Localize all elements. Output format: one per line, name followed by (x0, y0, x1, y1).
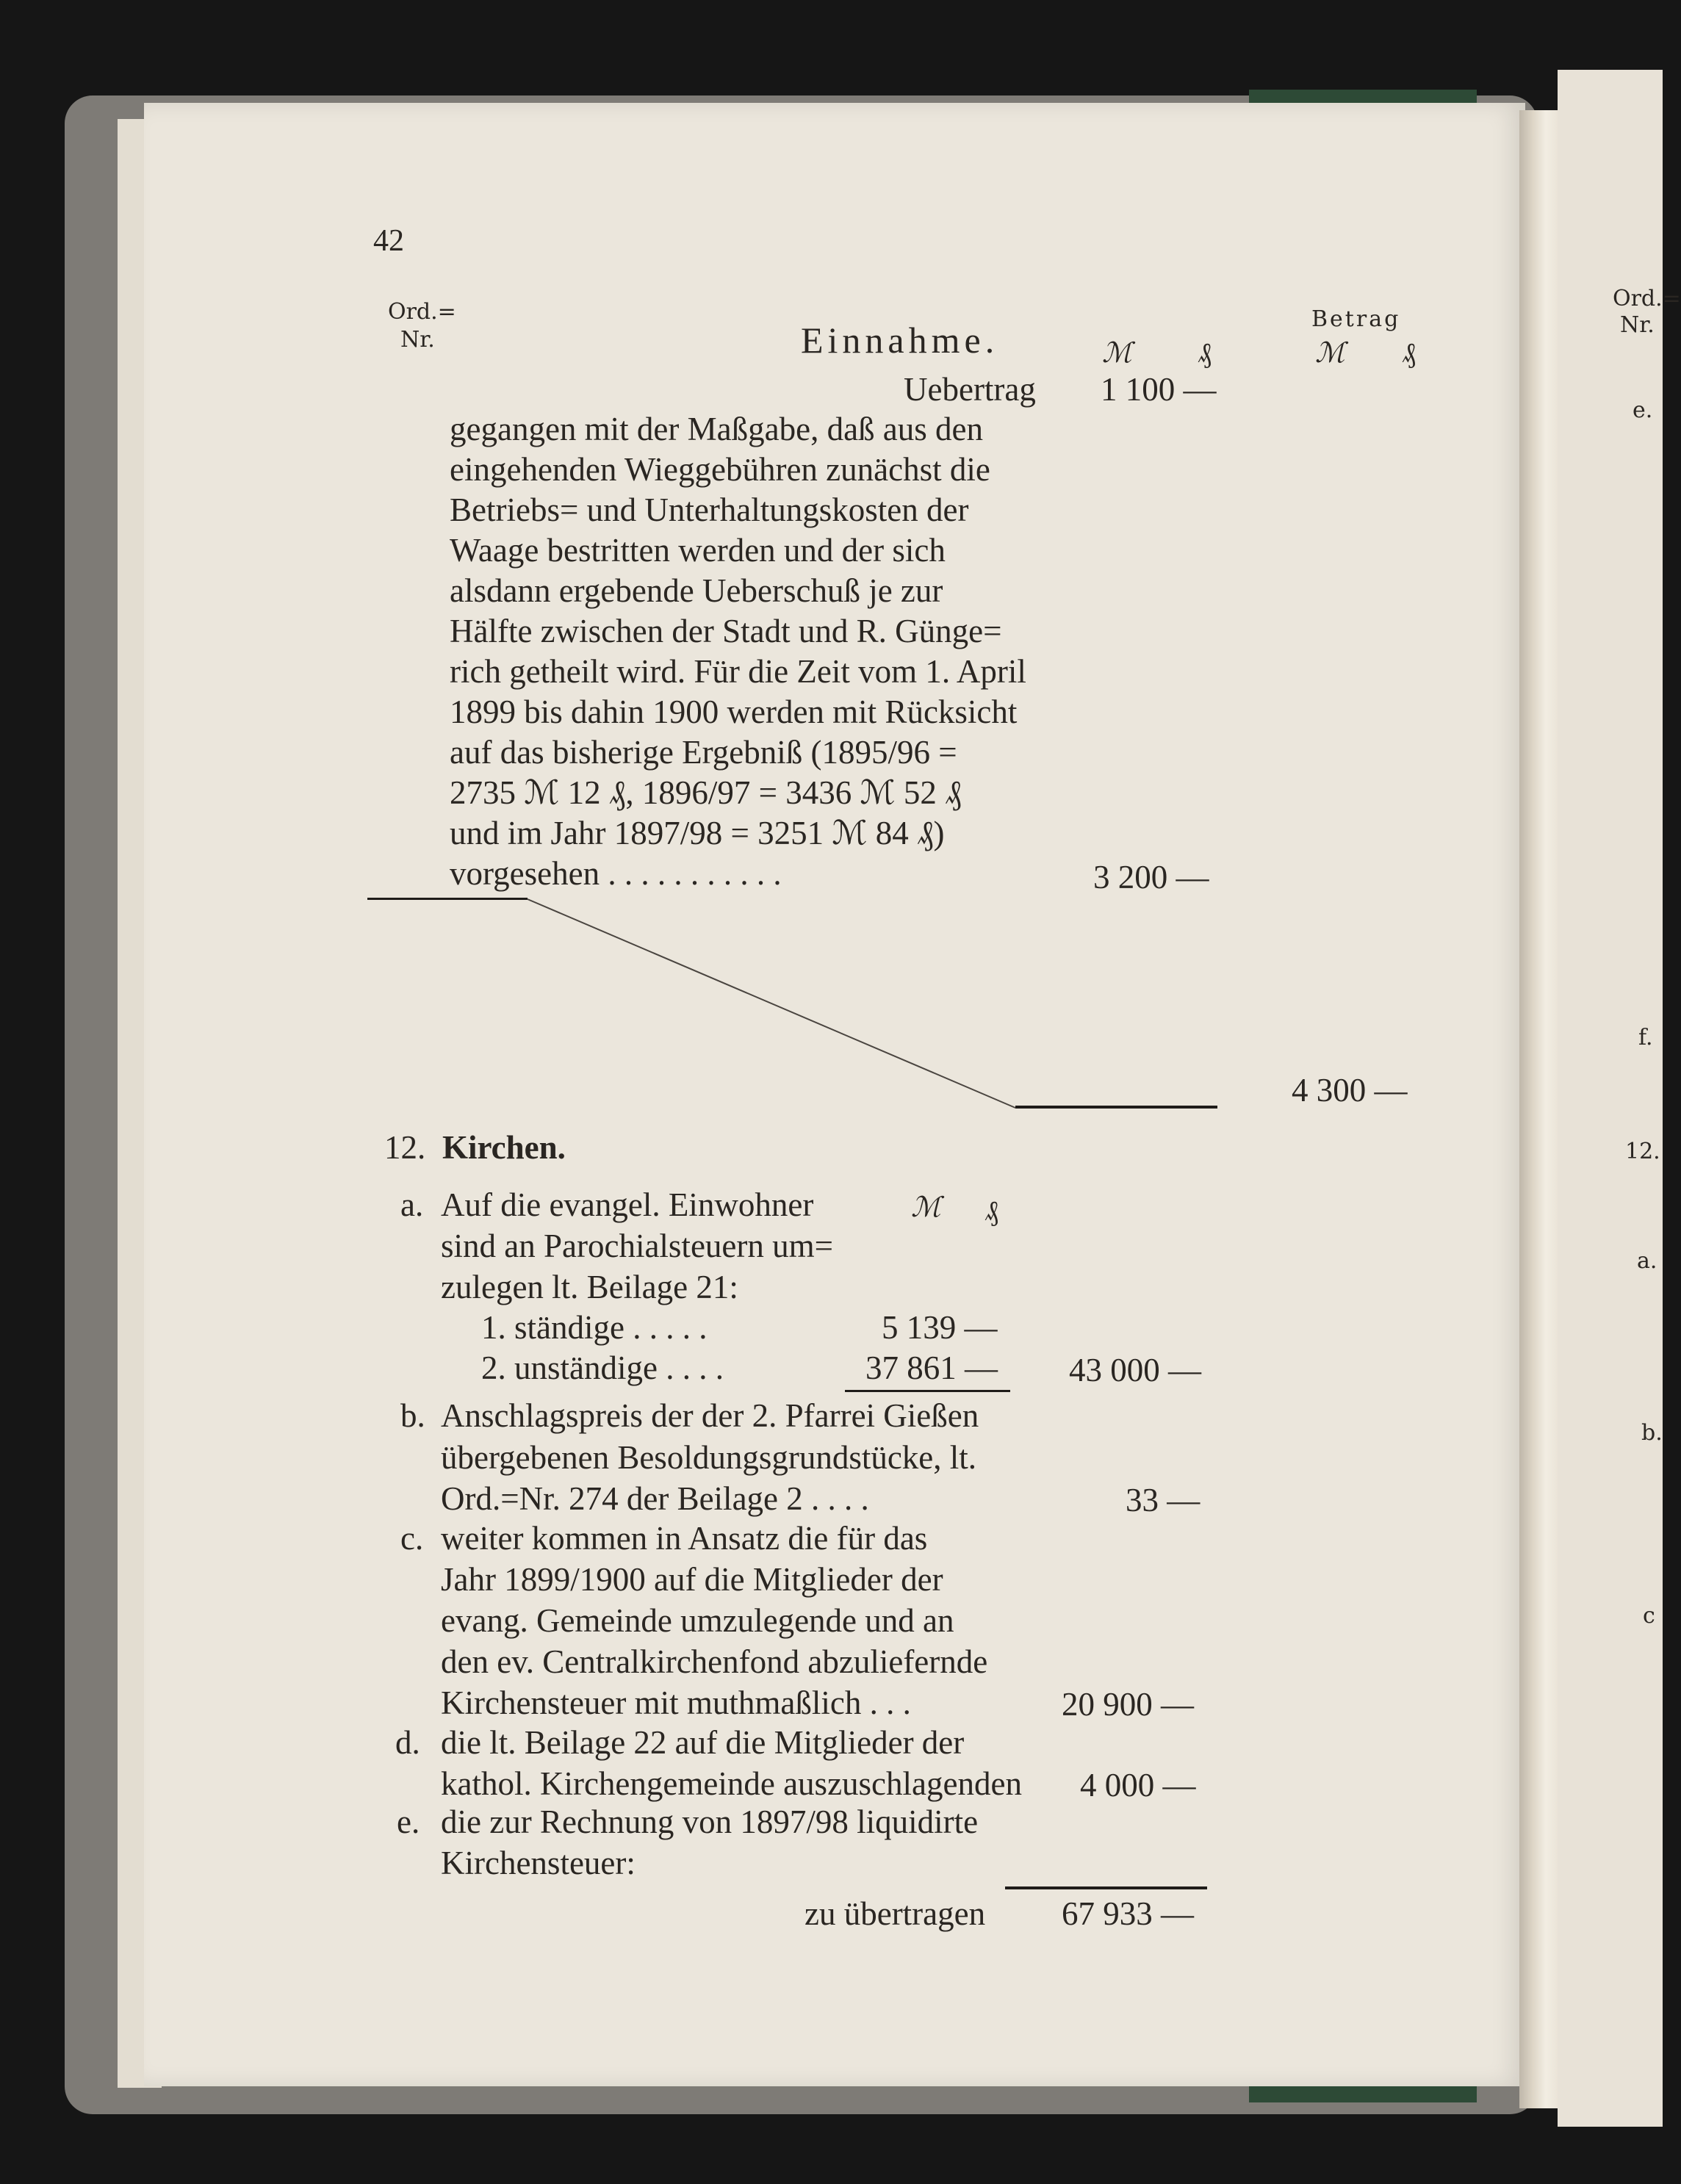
page-title: Einnahme. (801, 320, 999, 361)
amount-vorgesehen: 3 200 — (1093, 859, 1209, 895)
text-line: 2735 ℳ 12 ₰, 1896/97 = 3436 ℳ 52 ₰ (450, 774, 962, 811)
sub-item-label: 2. unständige . . . . (481, 1349, 724, 1386)
right-letter: a. (1637, 1248, 1657, 1274)
text-line: Ord.=Nr. 274 der Beilage 2 . . . . (441, 1480, 869, 1517)
item-letter: b. (400, 1397, 425, 1434)
sub-total-rule (845, 1390, 1010, 1392)
text-line: und im Jahr 1897/98 = 3251 ℳ 84 ₰) (450, 815, 945, 851)
text-line: Kirchensteuer: (441, 1845, 636, 1881)
text-line: rich getheilt wird. Für die Zeit vom 1. April (450, 653, 1026, 690)
text-line: weiter kommen in Ansatz die für das (441, 1520, 928, 1557)
text-line: die lt. Beilage 22 auf die Mitglieder der (441, 1724, 965, 1761)
text-line: Hälfte zwischen der Stadt und R. Günge= (450, 613, 1002, 649)
sub-column-mark: ℳ (911, 1192, 941, 1223)
item-b-amount: 33 — (1126, 1482, 1201, 1518)
text-line: Waage bestritten werden und der sich (450, 532, 946, 569)
item-letter: c. (400, 1520, 424, 1557)
text-line: den ev. Centralkirchenfond abzuliefernde (441, 1643, 988, 1680)
footer-amount: 67 933 — (1062, 1895, 1194, 1932)
sub-item-label: 1. ständige . . . . . (481, 1309, 708, 1346)
text-line: Kirchensteuer mit muthmaßlich . . . (441, 1684, 911, 1721)
column-mark-header: ℳ (1102, 338, 1132, 369)
uebertrag-amount: 1 100 — (1101, 371, 1217, 408)
page-number: 42 (373, 224, 404, 258)
text-line: eingehenden Wieggebühren zunächst die (450, 451, 990, 488)
right-letter: e. (1633, 397, 1653, 423)
text-line: kathol. Kirchengemeinde auszuschlagenden (441, 1765, 1022, 1802)
text-line: die zur Rechnung von 1897/98 liquidirte (441, 1803, 979, 1840)
text-line: Anschlagspreis der der 2. Pfarrei Gießen (441, 1397, 979, 1434)
item-a-amount: 43 000 — (1069, 1352, 1201, 1388)
sub-item-amount: 5 139 — (882, 1309, 998, 1346)
right-letter: 12. (1625, 1139, 1660, 1164)
section-number: 12. (384, 1129, 426, 1166)
sub-item-amount: 37 861 — (865, 1349, 998, 1386)
right-letter: f. (1638, 1025, 1653, 1050)
text-line: auf das bisherige Ergebniß (1895/96 = (450, 734, 957, 771)
footer-label: zu übertragen (804, 1895, 986, 1932)
sub-column-pf: ₰ (985, 1196, 998, 1227)
text-line: sind an Parochialsteuern um= (441, 1228, 834, 1264)
nr-label: Nr. (400, 327, 435, 353)
section-title: Kirchen. (442, 1129, 566, 1166)
betrag-mark: ℳ (1315, 338, 1345, 369)
item-letter: a. (400, 1186, 424, 1223)
rule-total (1015, 1106, 1217, 1109)
ord-label: Ord.= (388, 299, 456, 325)
right-letter: c (1643, 1603, 1655, 1629)
uebertrag-label: Uebertrag (904, 371, 1036, 408)
item-c-amount: 20 900 — (1062, 1686, 1194, 1723)
text-line: gegangen mit der Maßgabe, daß aus den (450, 411, 983, 447)
text-line: zulegen lt. Beilage 21: (441, 1269, 738, 1305)
column-pf-header: ₰ (1198, 338, 1212, 369)
betrag-label: Betrag (1311, 306, 1401, 332)
text-line: evang. Gemeinde umzulegende und an (441, 1602, 954, 1639)
text-line: 1899 bis dahin 1900 werden mit Rücksicht (450, 693, 1018, 730)
text-line: Auf die evangel. Einwohner (441, 1186, 814, 1223)
item-d-amount: 4 000 — (1080, 1767, 1196, 1803)
right-nr-label: Nr. (1620, 312, 1655, 338)
item-letter: e. (397, 1803, 420, 1840)
right-ord-label: Ord.= (1613, 286, 1681, 311)
section-11-total: 4 300 — (1292, 1072, 1408, 1109)
right-letter: b. (1641, 1420, 1663, 1446)
text-line: übergebenen Besoldungsgrundstücke, lt. (441, 1439, 977, 1476)
item-letter: d. (395, 1724, 420, 1761)
text-line: vorgesehen . . . . . . . . . . . (450, 855, 782, 892)
text-line: Betriebs= und Unterhaltungskosten der (450, 491, 969, 528)
text-line: Jahr 1899/1900 auf die Mitglieder der (441, 1561, 943, 1598)
text-line: alsdann ergebende Ueberschuß je zur (450, 572, 943, 609)
footer-rule (1005, 1886, 1207, 1889)
betrag-pf: ₰ (1402, 338, 1416, 369)
